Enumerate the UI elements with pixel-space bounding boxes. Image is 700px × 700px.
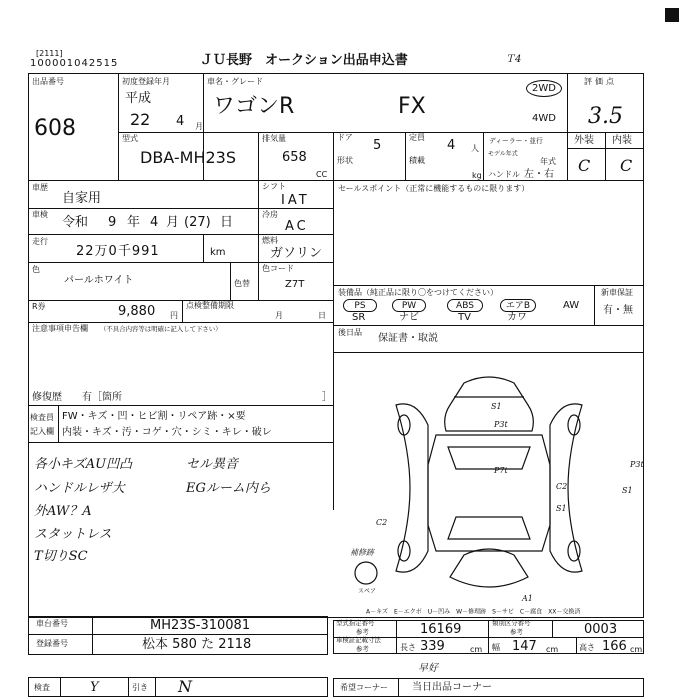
width-value: 147 <box>512 639 537 654</box>
equip-abs: ABS <box>447 299 483 312</box>
model-code: DBA-MH23S <box>140 148 237 167</box>
diagram-mark-repair: 補修跡 <box>350 548 374 557</box>
diagram-mark-s1-right: S1 <box>622 486 633 495</box>
corner-note: Ｔ4 <box>505 54 522 65</box>
bottom-draw-label: 引き <box>132 683 148 692</box>
car-name-label: 車名・グレード <box>207 77 263 86</box>
fuel-value: ガソリン <box>270 246 323 261</box>
seats-label: 定員 <box>409 133 425 142</box>
first-reg-month: 4 <box>176 114 185 129</box>
use-type-value: 自家用 <box>62 191 102 206</box>
seats-unit: 人 <box>471 144 479 153</box>
height-value: 166 <box>602 639 627 654</box>
height-unit: cm <box>630 645 643 654</box>
inspection-year-unit: 年 <box>127 215 141 230</box>
equip-tv: TV <box>458 312 471 323</box>
dims-sub: 参考 <box>356 645 369 653</box>
class-no-label: 類別区分番号 <box>492 619 531 627</box>
lot-number: 608 <box>34 116 76 141</box>
shape-label: 形状 <box>337 156 353 165</box>
seats-value: 4 <box>447 138 456 153</box>
bottom-draw-value: N <box>178 677 192 696</box>
shift-value: IAT <box>281 193 310 208</box>
use-type-label: 車歴 <box>32 183 48 192</box>
serial-number: 100001042515 <box>30 58 119 69</box>
dealer-label: ディーラー・並行 <box>489 137 543 145</box>
repair-label: 修復歴 <box>32 392 62 403</box>
check-row-exterior: FW・キズ・凹・ヒビ割・リペア跡・×要 <box>62 411 246 422</box>
bottom-inspect-value: Y <box>90 680 99 695</box>
first-reg-month-unit: 月 <box>195 122 203 131</box>
new-car-warranty-label: 新車保証 <box>601 288 633 297</box>
load-label: 積載 <box>409 156 425 165</box>
damage-legend: A－キズ E－エクボ U－凹み W－修理跡 S－サビ C－腐食 XX－交換済 <box>366 608 581 615</box>
doors-label: ドア <box>337 133 353 142</box>
first-reg-year: 22 <box>130 110 151 129</box>
inspect-deadline-label: 点検整備期限 <box>186 301 234 310</box>
first-reg-label: 初度登録年月 <box>122 77 170 86</box>
ac-value: AC <box>285 219 309 234</box>
equip-aw: AW <box>563 300 580 311</box>
length-value: 339 <box>420 639 445 654</box>
displacement-label: 排気量 <box>262 134 286 143</box>
inspection-year: 9 <box>108 215 117 230</box>
bottom-inspect-label: 検査 <box>34 683 50 692</box>
exterior-label: 外装 <box>574 135 594 146</box>
displacement-unit: CC <box>316 170 328 179</box>
width-unit: cm <box>546 645 559 654</box>
year-label: 年式 <box>540 157 556 166</box>
recycle-unit: 円 <box>170 311 178 320</box>
chassis-label: 車台番号 <box>36 619 68 628</box>
sales-point-label: セールスポイント（正常に機能するものに限ります） <box>338 184 530 193</box>
corner-request-label: 希望コーナー <box>340 683 388 692</box>
handle-value: 左・右 <box>524 169 554 180</box>
handwritten-note-7: EGルーム内ら <box>186 481 271 496</box>
length-unit: cm <box>470 645 483 654</box>
handwritten-note-4: スタットレス <box>34 527 112 542</box>
grade-score-label: 評価点 <box>584 77 617 86</box>
recycle-label: R券 <box>32 302 46 311</box>
diagram-mark-p7t-roof: P7t <box>494 466 508 475</box>
new-car-warranty-value: 有・無 <box>603 305 633 316</box>
inspection-day-unit: 日 <box>220 215 234 230</box>
spec-no-label: 型式指定番号 <box>336 619 375 627</box>
ac-label: 冷房 <box>262 210 278 219</box>
first-reg-era: 平成 <box>125 91 152 106</box>
inspection-day: (27) <box>184 215 211 230</box>
handwritten-note-5: T切りSC <box>34 549 88 564</box>
rear-items-label: 後日品 <box>338 328 362 337</box>
equip-navi: ナビ <box>399 312 419 323</box>
equip-sr: SR <box>352 312 366 323</box>
inspection-month: 4 <box>150 215 159 230</box>
load-unit: kg <box>472 171 482 180</box>
diagram-mark-c2-right: C2 <box>556 482 568 491</box>
car-grade: FX <box>398 94 426 119</box>
shift-label: シフト <box>262 182 286 191</box>
diagram-mark-p3t-side: P3t <box>630 460 644 469</box>
equipment-label: 装備品（純正品に限り〇をつけてください） <box>338 288 498 297</box>
diagram-mark-c2-left: C2 <box>376 518 388 527</box>
mileage-label: 走行 <box>32 237 48 246</box>
interior-label: 内装 <box>612 135 632 146</box>
handwritten-note-2: ハンドルレザ大 <box>34 481 125 496</box>
spec-no-value: 16169 <box>420 622 462 637</box>
plate-label: 登録番号 <box>36 639 68 648</box>
car-damage-diagram <box>336 365 642 610</box>
check-row-interior: 内装・キズ・汚・コゲ・穴・シミ・キレ・破レ <box>62 427 272 438</box>
handle-label: ハンドル <box>488 170 520 179</box>
color-code-value: Z7T <box>285 279 305 290</box>
handwritten-note-1: 各小キズAU凹凸 <box>34 457 133 472</box>
height-label: 高さ <box>579 643 595 652</box>
equip-airbag: エアB <box>500 299 536 312</box>
corner-mark <box>665 8 679 22</box>
handwritten-note-3: 外AW？A <box>34 504 92 519</box>
handwritten-note-6: セル異音 <box>186 457 239 472</box>
inspection-era: 令和 <box>62 215 89 230</box>
exterior-grade: C <box>578 156 591 175</box>
inspect-day-label: 日 <box>318 311 326 320</box>
diagram-mark-a1-rear: A1 <box>522 594 533 603</box>
notes-label: 注意事項申告欄 <box>32 324 88 333</box>
equip-pw: PW <box>392 299 426 312</box>
spec-no-sub: 参考 <box>356 628 369 636</box>
color-change-label: 色替 <box>234 279 250 288</box>
drive-2wd: 2WD <box>532 83 556 94</box>
fuel-label: 燃料 <box>262 236 278 245</box>
check-label-1: 検査員 <box>30 413 54 422</box>
diagram-mark-p3t-front: P3t <box>494 420 508 429</box>
stamp-mark: 早好 <box>418 663 438 674</box>
recycle-value: 9,880 <box>118 304 156 319</box>
doors-value: 5 <box>373 138 382 153</box>
drive-4wd: 4WD <box>532 113 556 124</box>
repair-bracket: ］ <box>322 392 332 403</box>
rear-items-value: 保証書・取説 <box>378 333 438 344</box>
displacement-value: 658 <box>282 150 307 165</box>
corner-request-value: 当日出品コーナー <box>412 682 492 693</box>
equip-ps: PS <box>343 299 377 312</box>
diagram-mark-s1-top: S1 <box>491 402 502 411</box>
length-label: 長さ <box>400 643 416 652</box>
spare-label: スペア <box>358 588 377 595</box>
equip-leather: カワ <box>507 312 527 323</box>
width-label: 幅 <box>492 643 500 652</box>
dims-label: 車検証記載寸法 <box>336 636 381 644</box>
diagram-mark-s1-lower: S1 <box>556 504 567 513</box>
mileage-unit: km <box>210 247 226 258</box>
repair-value: 有［箇所 <box>82 392 122 403</box>
notes-sub: （不具合内容等は明確に記入して下さい） <box>100 325 222 333</box>
color-value: パールホワイト <box>64 275 134 286</box>
check-label-2: 記入欄 <box>30 427 54 436</box>
plate-number: 松本 580 た 2118 <box>142 637 252 652</box>
class-no-value: 0003 <box>584 622 618 637</box>
inspect-month-label: 月 <box>275 311 283 320</box>
mileage-value: 22万0千991 <box>76 244 160 259</box>
form-title: ＪＵ長野 オークション出品申込書 <box>200 53 408 68</box>
car-name: ワゴンR <box>213 94 295 119</box>
grade-score-value: 3.5 <box>588 104 623 129</box>
model-year-label: モデル年式 <box>488 150 518 157</box>
interior-grade: C <box>620 156 633 175</box>
inspection-month-unit: 月 <box>166 215 180 230</box>
top-code: [2111] <box>36 49 63 58</box>
model-label: 型式 <box>122 134 138 143</box>
chassis-number: MH23S-310081 <box>150 618 251 633</box>
inspection-label: 車検 <box>32 210 48 219</box>
lot-label: 出品番号 <box>32 77 64 86</box>
class-no-sub: 参考 <box>510 628 523 636</box>
color-label: 色 <box>32 265 40 274</box>
color-code-label: 色コード <box>262 264 294 273</box>
